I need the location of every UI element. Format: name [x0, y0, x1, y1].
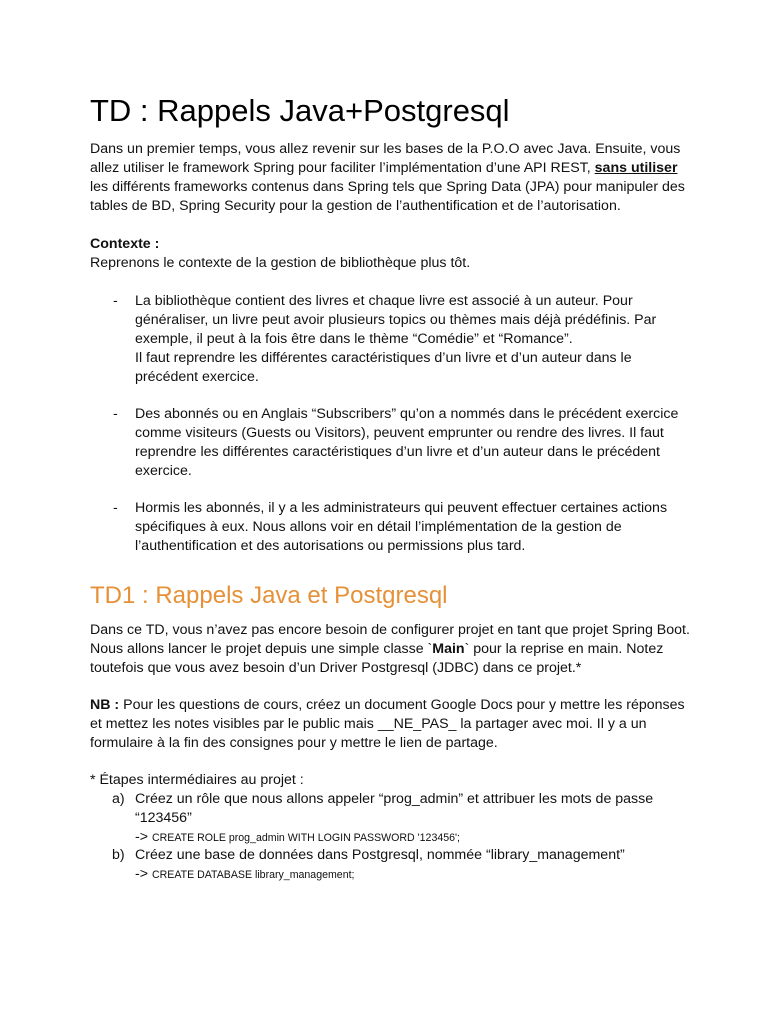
code-text: CREATE DATABASE library_management; — [151, 869, 355, 881]
step-line: Créez un rôle que nous allons appeler “prog_admin” et attribuer les mots de passe — [135, 791, 654, 807]
bullet-dash: - — [113, 293, 118, 309]
td1-line-2-post: ` pour la reprise en main. Notez — [464, 641, 664, 657]
bullet-line: précédent exercice. — [135, 369, 259, 385]
td1-line-2 — [90, 640, 680, 659]
nb-line-1-text: Pour les questions de cours, créez un document Google Docs pour y mettre les réponses — [119, 697, 685, 713]
intro-line-2-text: allez utiliser le framework Spring pour faciliter l’implémentation d’une API REST, — [90, 160, 595, 176]
intro-line-2 — [90, 159, 680, 178]
code-text: CREATE ROLE prog_admin WITH LOGIN PASSWORD '123456'; — [151, 832, 460, 844]
step-text — [135, 790, 685, 848]
context-paragraph — [90, 235, 680, 273]
bullet-line: reprendre les différentes caractéristiques d’un livre et d’un auteur dans le précédent — [135, 444, 660, 460]
nb-line-1 — [90, 696, 685, 715]
code-arrow: -> — [135, 866, 152, 882]
step-marker: a) — [112, 791, 125, 807]
bullet-line: spécifiques à eux. Nous allons voir en détail l’implémentation de la gestion de — [135, 519, 622, 535]
bullet-line: comme visiteurs (Guests ou Visitors), peuvent emprunter ou rendre des livres. Il faut — [135, 425, 664, 441]
nb-label: NB : — [90, 697, 120, 713]
context-text: Reprenons le contexte de la gestion de bibliothèque plus tôt. — [90, 255, 471, 271]
steps-heading-text: * Étapes intermédiaires au projet : — [90, 772, 304, 788]
bullet-line: Il faut reprendre les différentes caractéristiques d’un livre et d’un auteur dans le — [135, 350, 632, 366]
bullet-dash: - — [113, 406, 118, 422]
step-code — [135, 828, 685, 848]
bullet-text — [135, 499, 685, 556]
bullet-line: Hormis les abonnés, il y a les administrateurs qui peuvent effectuer certaines actions — [135, 500, 668, 516]
bullet-line: l’authentification et des autorisations ou permissions plus tard. — [135, 538, 526, 554]
intro-paragraph — [90, 140, 685, 216]
document-title: TD : Rappels Java+Postgresql — [90, 93, 510, 128]
intro-line-4: tables de BD, Spring Security pour la gestion de l’authentification et de l’autorisation. — [90, 198, 621, 214]
intro-emphasis: sans utiliser — [594, 160, 678, 176]
step-line: Créez une base de données dans Postgresql, nommée “library_management” — [135, 847, 625, 863]
bullet-text — [135, 405, 685, 481]
bullet-line: exercice. — [135, 463, 192, 479]
nb-line-3: formulaire à la fin des consignes pour y mettre le lien de partage. — [90, 735, 498, 751]
td1-line-1: Dans ce TD, vous n’avez pas encore besoin de configurer projet en tant que projet Spring Boot. — [90, 622, 690, 638]
td1-line-2-pre: Nous allons lancer le projet depuis une simple classe ` — [90, 641, 433, 657]
bullet-dash: - — [113, 500, 118, 516]
code-arrow: -> — [135, 829, 152, 845]
td1-main-class: Main — [432, 641, 465, 657]
td1-line-3: toutefois que vous avez besoin d’un Driver Postgresql (JDBC) dans ce projet.* — [90, 660, 582, 676]
section-title: TD1 : Rappels Java et Postgresql — [90, 582, 448, 609]
step-code — [135, 865, 685, 885]
td1-paragraph — [90, 621, 690, 678]
step-marker: b) — [112, 847, 125, 863]
context-heading: Contexte : — [90, 236, 160, 252]
step-text — [135, 846, 685, 885]
bullet-line: Des abonnés ou en Anglais “Subscribers” qu’on a nommés dans le précédent exercice — [135, 406, 679, 422]
nb-paragraph — [90, 696, 685, 753]
steps-heading — [90, 771, 680, 790]
bullet-text — [135, 292, 685, 387]
step-line: “123456” — [135, 810, 192, 826]
bullet-line: exemple, il peut à la fois être dans le thème “Comédie” et “Romance”. — [135, 331, 573, 347]
nb-line-2: et mettez les notes visibles par le public mais __NE_PAS_ la partager avec moi. Il y a un — [90, 716, 647, 732]
bullet-line: généraliser, un livre peut avoir plusieurs topics ou thèmes mais déjà prédéfinis. Par — [135, 312, 657, 328]
intro-line-3: les différents frameworks contenus dans Spring tels que Spring Data (JPA) pour manipuler des — [90, 179, 685, 195]
bullet-line: La bibliothèque contient des livres et chaque livre est associé à un auteur. Pour — [135, 293, 633, 309]
intro-line-1: Dans un premier temps, vous allez revenir sur les bases de la P.O.O avec Java. Ensuite, vous — [90, 141, 681, 157]
